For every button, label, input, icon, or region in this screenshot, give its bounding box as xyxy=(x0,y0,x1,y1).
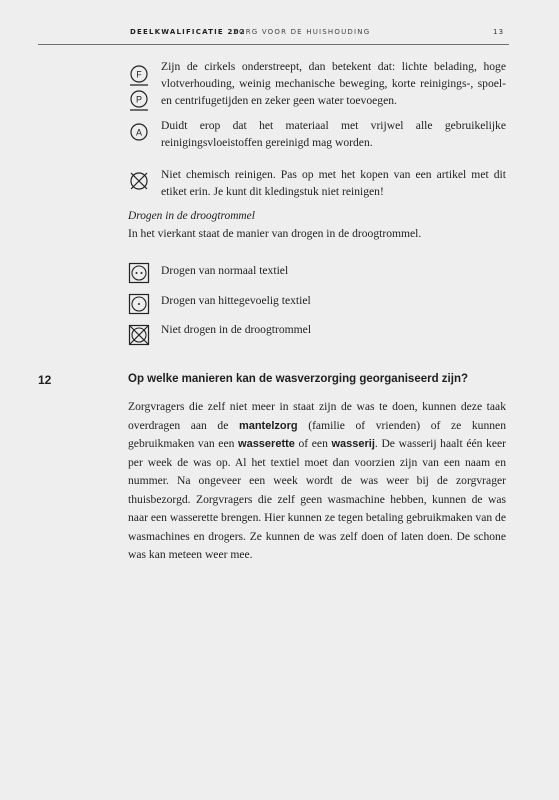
symbol-text-no-chem: Niet chemisch reinigen. Pas op met het kopen van een artikel met dit etiket erin. Je kunt dit kledingstuk niet reinigen! xyxy=(161,168,506,198)
running-header-subtitle: ZORG VOOR DE HUISHOUDING xyxy=(233,28,371,36)
paragraph-text: . De wasserij haalt één keer per week de was op. Al het textiel moet dan voorzien zijn van een naam en nummer. Na ongeveer een week wordt de was weer bij de zorgvrager thuisbezorgd. Zorgvragers die zelf geen wasmachine hebben, kunnen de was naar een wasserette brengen. Hier kunnen ze tegen betaling gebruikmaken van de wasmachines en drogers. Ze kunnen de was zelf doen of laten doen. De schone was kan meteen weer mee. xyxy=(128,437,506,561)
paragraph-text: of een xyxy=(294,437,332,450)
underlined-circle-f-p-icon xyxy=(128,64,150,112)
paragraph-text: (familie of vrienden) of ze kunnen gebruikmaken van een xyxy=(128,418,506,450)
question-number: 12 xyxy=(38,373,52,387)
circle-letter-p: P xyxy=(135,94,143,105)
crossed-circle-icon xyxy=(128,170,150,192)
running-header-code: DEELKWALIFICATIE 202 xyxy=(130,28,246,36)
page-number: 13 xyxy=(493,28,505,36)
header-rule xyxy=(38,44,509,45)
tumble-dry-normal-icon xyxy=(128,262,150,284)
symbol-text-a: Duidt erop dat het materiaal met vrijwel alle gebruikelijke reinigingsvloeistoffen gereinigd mag worden. xyxy=(161,119,506,149)
key-term: mantelzorg xyxy=(238,419,298,432)
key-term: wasserette xyxy=(238,438,295,450)
drying-intro: In het vierkant staat de manier van drogen in de droogtrommel. xyxy=(128,227,422,240)
drying-label-normal: Drogen van normaal textiel xyxy=(161,264,289,277)
drying-label-heat-sensitive: Drogen van hittegevoelig textiel xyxy=(161,294,311,307)
paragraph-text: Zorgvragers die zelf niet meer in staat zijn de was te doen, kunnen deze taak overdragen aan de xyxy=(128,400,506,432)
drying-subheading: Drogen in de droogtrommel xyxy=(128,210,255,222)
key-term: wasserij xyxy=(331,438,375,450)
drying-label-no-dry: Niet drogen in de droogtrommel xyxy=(161,323,312,336)
circle-a-icon xyxy=(128,121,150,143)
circle-letter-f: F xyxy=(136,69,142,80)
no-tumble-dry-icon xyxy=(128,324,150,346)
circle-letter-a: A xyxy=(135,127,143,138)
symbol-text-f-p: Zijn de cirkels onderstreept, dan betekent dat: lichte belading, hoge vlotverhouding, weinig mechanische beweging, korte reinigings-, spoel- en centrifugetijden en zeker geen water toevoegen. xyxy=(161,60,506,107)
tumble-dry-low-icon xyxy=(128,293,150,315)
question-title: Op welke manieren kan de wasverzorging georganiseerd zijn? xyxy=(128,373,468,385)
question-answer-paragraph xyxy=(128,398,506,565)
